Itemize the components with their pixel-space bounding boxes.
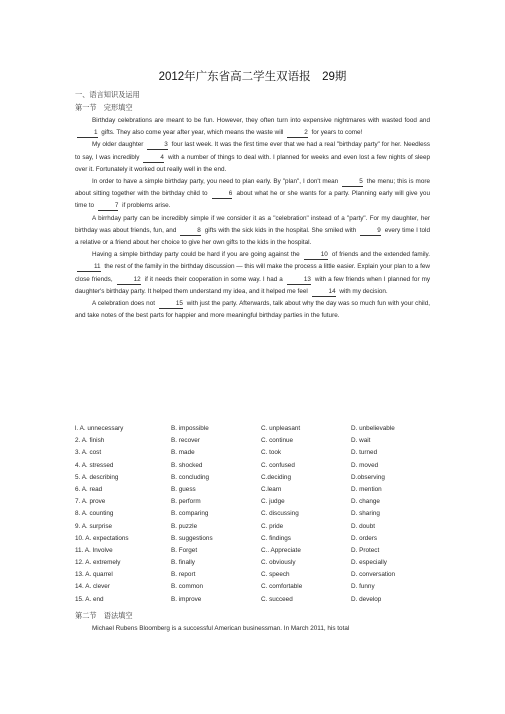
- option-choice: D. develop: [351, 595, 382, 603]
- option-choice: B. guess: [171, 485, 196, 493]
- text-run: four last week. It was the first time ever that we had a real "birthday party" for her. Needless to say, I was incredibly: [75, 141, 430, 161]
- option-row: [75, 460, 435, 472]
- option-choice: B. concluding: [171, 473, 210, 481]
- option-choice: C.learn: [261, 485, 282, 493]
- option-row: [75, 435, 435, 447]
- option-choice: C. confused: [261, 461, 295, 469]
- answer-blank: 12: [117, 276, 141, 285]
- option-choice: C.. Appreciate: [261, 546, 301, 554]
- text-run: about what he or she wants for a party. Planning early will give you time to: [75, 190, 430, 210]
- option-choice: 9. A. surprise: [75, 522, 113, 530]
- option-choice: B. perform: [171, 498, 201, 506]
- option-choice: C. succeed: [261, 595, 293, 603]
- option-choice: C. continue: [261, 437, 294, 445]
- option-choice: 6. A. read: [75, 485, 103, 493]
- text-run: In order to have a simple birthday party, you need to plan early. By "plan", I don't mean: [92, 178, 341, 186]
- option-choice: 7. A. prove: [75, 498, 106, 506]
- option-choice: D. conversation: [351, 571, 396, 579]
- text-run: with a few friends when I planned for my daughter's birthday party. It helped them understand my idea, and it helped me feel: [75, 275, 431, 295]
- options-list: [75, 423, 435, 606]
- option-choice: D. turned: [351, 449, 378, 457]
- part-heading-grammar: 第二节 语法填空: [75, 611, 133, 620]
- text-run: with a number of things to deal with. I planned for weeks and even lost a few nights of sleep over it. Fortunately it worked out really well in the end.: [75, 153, 431, 173]
- option-choice: B. improve: [171, 595, 202, 603]
- option-row: [75, 521, 435, 533]
- option-choice: D.observing: [351, 473, 385, 481]
- option-choice: C. speech: [261, 571, 290, 579]
- option-choice: B. report: [171, 571, 196, 579]
- option-row: [75, 484, 435, 496]
- paragraph: [75, 115, 430, 139]
- answer-blank: 3: [147, 141, 168, 150]
- option-choice: C. took: [261, 449, 282, 457]
- option-choice: D. mention: [351, 485, 382, 493]
- option-choice: B. made: [171, 449, 195, 457]
- answer-blank: 11: [77, 263, 101, 272]
- text-run: for years to come!: [309, 129, 363, 137]
- option-row: [75, 423, 435, 435]
- paragraph: Michael Rubens Bloomberg is a successful American businessman. In March 2011, his total: [92, 625, 350, 632]
- option-choice: C. discussing: [261, 510, 299, 518]
- part-heading-cloze: 第一节 完形填空: [75, 103, 133, 112]
- option-row: [75, 533, 435, 545]
- answer-blank: 2: [287, 129, 308, 138]
- text-run: gifts with the sick kids in the hospital. She smiled with: [202, 226, 359, 234]
- option-choice: 2. A. finish: [75, 437, 105, 445]
- answer-blank: 6: [212, 190, 233, 199]
- grammar-passage: [75, 623, 430, 635]
- option-choice: D. doubt: [351, 522, 375, 530]
- option-choice: 11. A. Involve: [75, 546, 113, 554]
- option-row: [75, 472, 435, 484]
- text-run: gifts. They also come year after year, which means the waste will: [99, 129, 286, 137]
- option-choice: C. judge: [261, 498, 285, 506]
- paragraph: [75, 176, 430, 213]
- paragraph: [75, 139, 430, 176]
- option-choice: B. shocked: [171, 461, 203, 469]
- option-choice: C.deciding: [261, 473, 291, 481]
- option-choice: C. pride: [261, 522, 284, 530]
- option-choice: l. A. unnecessary: [75, 425, 124, 432]
- option-choice: B. impossible: [171, 425, 209, 432]
- option-choice: 10. A. expectations: [75, 534, 129, 542]
- option-row: [75, 447, 435, 459]
- text-run: of friends and the extended family.: [329, 251, 430, 259]
- option-row: [75, 581, 435, 593]
- answer-blank: 13: [287, 276, 311, 285]
- page-title: 2012年广东省高二学生双语报 29期: [158, 71, 347, 83]
- option-choice: C. comfortable: [261, 583, 303, 591]
- text-run: A birrhday party can be incredibly simple if we consider it as a "celebration" instead of a "party". For my daughter, her birthday was about friends, fun, and: [75, 214, 430, 234]
- option-row: [75, 569, 435, 581]
- option-choice: 14. A. clever: [75, 583, 110, 591]
- option-choice: B. recover: [171, 437, 200, 445]
- paragraph: [75, 249, 430, 298]
- answer-blank: 5: [342, 178, 363, 187]
- section-heading: 一、语言知识及运用: [75, 90, 140, 99]
- option-choice: B. Forget: [171, 546, 198, 554]
- option-choice: D. change: [351, 498, 380, 506]
- option-row: [75, 594, 435, 606]
- answer-blank: 15: [159, 300, 183, 309]
- text-run: the menu; this is more about sitting together with the birthday child to: [75, 178, 430, 198]
- text-run: with just the party. Afterwards, talk about why the day was so much fun with your child, and take notes of the best parts for happier and more meaningful birthday parties in the future.: [75, 300, 430, 320]
- option-choice: D. unbelievable: [351, 425, 395, 432]
- option-choice: 13. A. quarrel: [75, 571, 113, 579]
- cloze-passage: [75, 115, 430, 322]
- paragraph: [75, 213, 430, 250]
- option-row: [75, 496, 435, 508]
- text-run: every time I told a relative or a friend about her choice to give her own gifts to the kids in the hospital.: [75, 226, 430, 247]
- option-row: [75, 545, 435, 557]
- text-run: A celebration does not: [92, 300, 157, 308]
- option-choice: B. finally: [171, 559, 195, 567]
- option-choice: D. wait: [351, 437, 371, 445]
- option-choice: D. moved: [351, 461, 379, 469]
- option-choice: 15. A. end: [75, 595, 104, 603]
- option-choice: B. common: [171, 583, 204, 591]
- option-choice: D. orders: [351, 534, 378, 542]
- option-choice: C. unpleasant: [261, 425, 301, 432]
- text-run: if it needs their cooperation in some way. I had a: [142, 275, 285, 283]
- answer-blank: 4: [143, 154, 164, 163]
- option-choice: B. puzzle: [171, 522, 198, 530]
- option-row: [75, 508, 435, 520]
- option-row: [75, 557, 435, 569]
- answer-blank: 10: [304, 251, 328, 260]
- answer-blank: 7: [98, 202, 119, 211]
- text-run: My older daughter: [92, 141, 146, 149]
- option-choice: 5. A. describing: [75, 473, 119, 481]
- text-run: Having a simple birthday party could be hard if you are going against the: [92, 251, 302, 259]
- option-choice: 4. A. stressed: [75, 461, 114, 469]
- option-choice: D. especially: [351, 559, 387, 567]
- answer-blank: 9: [360, 227, 381, 236]
- option-choice: 8. A. counting: [75, 510, 114, 518]
- option-choice: D. funny: [351, 583, 375, 591]
- text-run: Birthday celebrations are meant to be fun. However, they often turn into expensive nightmares with wasted food and: [92, 117, 430, 124]
- answer-blank: 14: [312, 288, 336, 297]
- option-choice: 12. A. extremely: [75, 559, 121, 567]
- option-choice: C. obviously: [261, 559, 296, 567]
- option-choice: 3. A. cost: [75, 449, 102, 457]
- answer-blank: 1: [77, 129, 98, 138]
- text-run: with my decision.: [337, 287, 388, 295]
- text-run: the rest of the family in the birthday discussion — this will make the process a little easier. Explain your plan to a few close friends,: [75, 263, 430, 283]
- paragraph: [75, 298, 430, 322]
- option-choice: C. findings: [261, 534, 291, 542]
- option-choice: D. Protect: [351, 546, 380, 554]
- answer-blank: 8: [180, 227, 201, 236]
- option-choice: D. sharing: [351, 510, 380, 518]
- option-choice: B. comparing: [171, 510, 209, 518]
- option-choice: B. suggestions: [171, 534, 213, 542]
- text-run: if problems arise.: [120, 202, 171, 210]
